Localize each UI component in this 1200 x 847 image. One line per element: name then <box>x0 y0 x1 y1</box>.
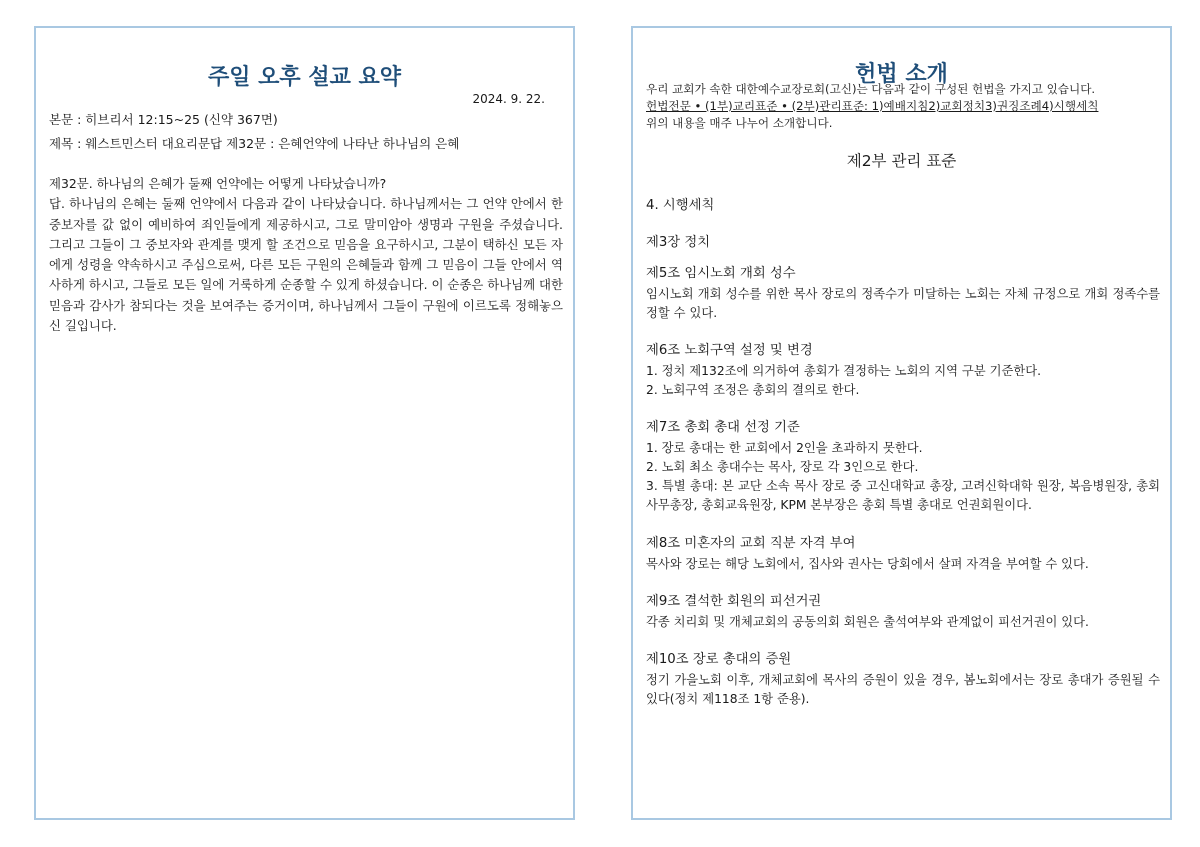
article-text: 3. 특별 총대: 본 교단 소속 목사 장로 중 고신대학교 총장, 고려신학대학 원장, 복음병원장, 총회 사무총장, 총회교육원장, KPM 본부장은 총회 특별 총대로 언권회원이다. <box>646 479 1160 512</box>
article-heading: 제9조 결석한 회원의 피선거권 <box>646 594 822 609</box>
article-text: 정기 가을노회 이후, 개체교회에 목사의 증원이 있을 경우, 봄노회에서는 장로 총대가 증원될 수 있다(정치 제118조 1항 준용). <box>646 673 1160 706</box>
article-heading: 제7조 총회 총대 선정 기준 <box>646 420 800 435</box>
constitution-intro <box>646 81 1160 132</box>
article-7 <box>646 418 1160 515</box>
constitution-page <box>631 26 1172 820</box>
article-heading: 제6조 노회구역 설정 및 변경 <box>646 343 813 358</box>
sermon-subject: 제목 : 웨스트민스터 대요리문답 제32문 : 은혜언약에 나타난 하나님의 은혜 <box>49 136 460 151</box>
article-10 <box>646 650 1160 709</box>
section-heading: 4. 시행세칙 <box>646 198 715 213</box>
article-6 <box>646 341 1160 400</box>
chapter-heading: 제3장 정치 <box>646 235 711 250</box>
sermon-date: 2024. 9. 22. <box>472 92 545 106</box>
sermon-title: 주일 오후 설교 요약 <box>208 65 401 90</box>
constitution-structure: 헌법전문 • (1부)교리표준 • (2부)관리표준: 1)예배지침2)교회정치3)권징조례4)시행세칙 <box>646 99 1099 113</box>
part-title: 제2부 관리 표준 <box>846 152 957 170</box>
article-heading: 제10조 장로 총대의 증원 <box>646 652 792 667</box>
intro-line: 위의 내용을 매주 나누어 소개합니다. <box>646 116 833 130</box>
scripture-reference: 본문 : 히브리서 12:15~25 (신약 367면) <box>49 112 278 127</box>
sermon-body <box>49 174 563 336</box>
article-text: 임시노회 개회 성수를 위한 목사 장로의 정족수가 미달하는 노회는 자체 규정으로 개회 정족수를 정할 수 있다. <box>646 287 1160 320</box>
article-9 <box>646 592 1160 632</box>
catechism-question: 제32문. 하나님의 은혜가 둘째 언약에는 어떻게 나타났습니까? <box>49 176 387 191</box>
article-text: 2. 노회 최소 총대수는 목사, 장로 각 3인으로 한다. <box>646 460 919 474</box>
constitution-title: 헌법 소개 <box>855 62 948 87</box>
article-text: 2. 노회구역 조정은 총회의 결의로 한다. <box>646 383 860 397</box>
article-text: 목사와 장로는 해당 노회에서, 집사와 권사는 당회에서 살펴 자격을 부여할 수 있다. <box>646 557 1089 571</box>
intro-line: 우리 교회가 속한 대한예수교장로회(고신)는 다음과 같이 구성된 헌법을 가지고 있습니다. <box>646 82 1096 96</box>
article-text: 각종 치리회 및 개체교회의 공동의회 회원은 출석여부와 관계없이 피선거권이 있다. <box>646 615 1089 629</box>
article-text: 1. 정치 제132조에 의거하여 총회가 결정하는 노회의 지역 구분 기준한다. <box>646 364 1042 378</box>
article-text: 1. 장로 총대는 한 교회에서 2인을 초과하지 못한다. <box>646 441 923 455</box>
article-heading: 제8조 미혼자의 교회 직분 자격 부여 <box>646 536 856 551</box>
article-heading: 제5조 임시노회 개회 성수 <box>646 266 796 281</box>
article-8 <box>646 534 1160 574</box>
sermon-summary-page <box>34 26 575 820</box>
catechism-answer: 답. 하나님의 은혜는 둘째 언약에서 다음과 같이 나타났습니다. 하나님께서는 그 언약 안에서 한 중보자를 값 없이 예비하여 죄인들에게 제공하시고, 그로 말미암아 생명과 구원을 주셨습니다. 그리고 그들이 그 중보자와 관계를 맺게 할 조건으로 믿음을 요구하시고, 그분이 택하신 모든 자에게 성령을 약속하시고 주심으로써, 다른 모든 구원의 은혜들과 함께 그 믿음이 그들 안에서 역사하게 하시고, 그들로 모든 일에 거룩하게 순종할 수 있게 하셨습니다. 이 순종은 하나님께 대한 믿음과 감사가 참되다는 것을 보여주는 증거이며, 하나님께서 그들이 구원에 이르도록 정해놓으신 길입니다. <box>49 196 563 334</box>
article-5 <box>646 264 1160 323</box>
